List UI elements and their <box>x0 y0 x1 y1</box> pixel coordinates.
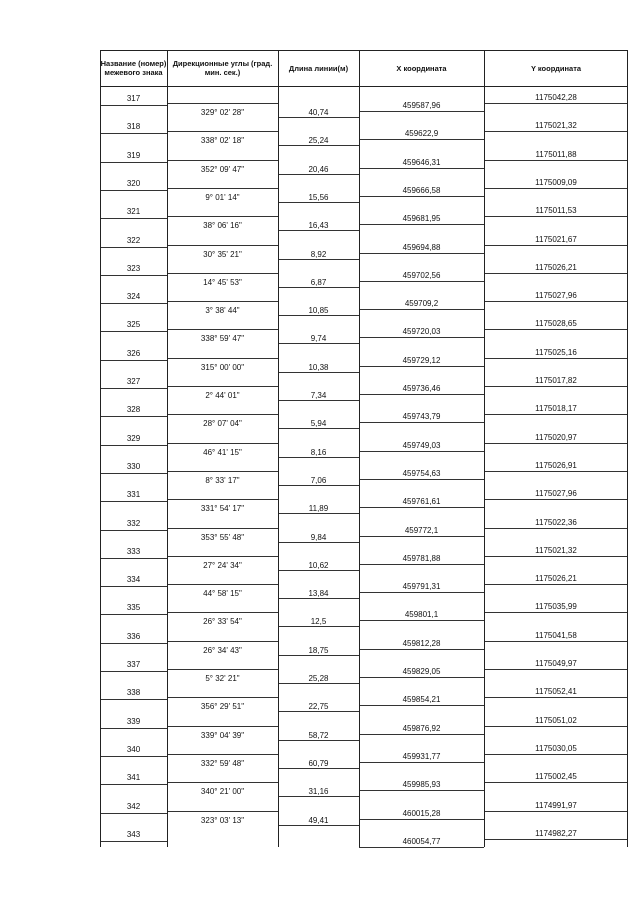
row-divider <box>167 528 278 529</box>
row-divider <box>167 754 278 755</box>
header-direction-angle: Дирекционные углы (град. мин. сек.) <box>172 59 273 77</box>
line-length: 40,74 <box>308 108 329 117</box>
row-divider <box>359 309 484 310</box>
row-divider <box>100 105 167 106</box>
row-divider <box>100 784 167 785</box>
y-coordinate: 1175027,96 <box>535 291 577 301</box>
y-coordinate: 1175002,45 <box>535 772 577 782</box>
row-divider <box>359 790 484 791</box>
row-divider <box>278 315 359 316</box>
direction-angle: 38° 06' 16" <box>203 221 242 231</box>
row-divider <box>484 160 628 161</box>
line-length: 60,79 <box>308 758 329 768</box>
row-divider <box>359 536 484 537</box>
x-coordinate: 459709,2 <box>404 299 439 309</box>
row-divider <box>100 247 167 248</box>
direction-angle: 315° 00' 00" <box>200 362 245 372</box>
row-divider <box>278 145 359 146</box>
row-divider <box>359 847 484 848</box>
column-divider <box>100 50 101 847</box>
point-number: 334 <box>126 575 141 585</box>
y-coordinate: 1175021,32 <box>535 545 577 555</box>
direction-angle: 28° 07' 04" <box>203 419 242 429</box>
x-coordinate: 459587,96 <box>402 101 441 110</box>
header-line-length: Длина линии(м) <box>288 63 349 73</box>
row-divider <box>278 372 359 373</box>
row-divider <box>278 400 359 401</box>
row-divider <box>167 160 278 161</box>
x-coordinate: 459772,1 <box>404 525 439 535</box>
y-coordinate: 1175041,58 <box>535 630 577 640</box>
row-divider <box>359 677 484 678</box>
row-divider <box>484 188 628 189</box>
row-divider <box>278 202 359 203</box>
row-divider <box>359 592 484 593</box>
direction-angle: 30° 35' 21" <box>203 249 242 259</box>
column-divider <box>167 50 168 847</box>
line-length: 13,84 <box>308 589 329 599</box>
row-divider <box>278 230 359 231</box>
x-coordinate: 459791,31 <box>402 582 441 592</box>
x-coordinate: 459622,9 <box>404 129 439 139</box>
point-number: 333 <box>126 546 141 556</box>
x-coordinate: 459666,58 <box>402 185 441 195</box>
direction-angle: 46° 41' 15" <box>203 447 242 457</box>
direction-angle: 331° 54' 17" <box>200 504 245 514</box>
row-divider <box>359 819 484 820</box>
row-divider <box>167 669 278 670</box>
point-number: 332 <box>126 518 141 528</box>
x-coordinate: 459781,88 <box>402 553 441 563</box>
point-number: 330 <box>126 461 141 471</box>
x-coordinate: 460054,77 <box>402 836 441 846</box>
row-divider <box>167 697 278 698</box>
row-divider <box>484 216 628 217</box>
y-coordinate: 1175051,02 <box>535 715 577 725</box>
point-number: 324 <box>126 292 141 302</box>
row-divider <box>167 216 278 217</box>
row-divider <box>359 479 484 480</box>
row-divider <box>278 343 359 344</box>
x-coordinate: 459801,1 <box>404 610 439 620</box>
row-divider <box>100 218 167 219</box>
row-divider <box>278 570 359 571</box>
point-number: 327 <box>126 377 141 386</box>
row-divider <box>278 457 359 458</box>
row-divider <box>167 641 278 642</box>
row-divider <box>484 669 628 670</box>
direction-angle: 2° 44' 01" <box>205 391 240 400</box>
x-coordinate: 459829,05 <box>402 667 441 676</box>
row-divider <box>100 133 167 134</box>
row-divider <box>167 386 278 387</box>
row-divider <box>484 301 628 302</box>
direction-angle: 353° 55' 48" <box>200 532 245 542</box>
point-number: 318 <box>126 122 141 132</box>
row-divider <box>100 416 167 417</box>
direction-angle: 340° 21' 00" <box>200 787 245 797</box>
row-divider <box>167 188 278 189</box>
row-divider <box>484 414 628 415</box>
direction-angle: 14° 45' 53" <box>203 277 242 287</box>
x-coordinate: 460015,28 <box>402 808 441 818</box>
x-coordinate: 459694,88 <box>402 242 441 252</box>
direction-angle: 44° 58' 15" <box>203 589 242 599</box>
row-divider <box>484 811 628 812</box>
x-coordinate: 459754,63 <box>402 468 441 478</box>
x-coordinate: 459876,92 <box>402 723 441 733</box>
y-coordinate: 1175021,67 <box>535 234 577 244</box>
row-divider <box>359 451 484 452</box>
row-divider <box>100 190 167 191</box>
row-divider <box>484 556 628 557</box>
row-divider <box>100 756 167 757</box>
row-divider <box>484 754 628 755</box>
row-divider <box>100 813 167 814</box>
row-divider <box>278 598 359 599</box>
line-length: 22,75 <box>308 702 329 712</box>
point-number: 323 <box>126 263 141 273</box>
point-number: 326 <box>126 348 141 358</box>
row-divider <box>484 245 628 246</box>
line-length: 15,56 <box>308 192 329 202</box>
header-y-coordinate: Y координата <box>530 63 582 73</box>
line-length: 20,46 <box>308 164 329 174</box>
row-divider <box>278 626 359 627</box>
row-divider <box>100 388 167 389</box>
line-length: 12,5 <box>310 617 327 627</box>
x-coordinate: 459854,21 <box>402 695 441 705</box>
y-coordinate: 1175011,53 <box>535 206 577 216</box>
row-divider <box>278 174 359 175</box>
y-coordinate: 1175017,82 <box>535 376 577 385</box>
y-coordinate: 1175011,88 <box>535 149 577 159</box>
row-divider <box>100 360 167 361</box>
header-bottom-border <box>100 86 628 87</box>
row-divider <box>359 196 484 197</box>
y-coordinate: 1175035,99 <box>535 602 577 612</box>
x-coordinate: 459646,31 <box>402 157 441 167</box>
direction-angle: 356° 29' 51" <box>200 702 245 712</box>
row-divider <box>100 162 167 163</box>
line-length: 8,92 <box>310 249 327 259</box>
row-divider <box>278 825 359 826</box>
row-divider <box>359 366 484 367</box>
row-divider <box>167 726 278 727</box>
row-divider <box>484 358 628 359</box>
y-coordinate: 1175009,09 <box>535 177 577 187</box>
x-coordinate: 459702,56 <box>402 270 441 280</box>
header-x-coordinate: X координата <box>396 63 447 73</box>
line-length: 9,84 <box>310 532 327 542</box>
y-coordinate: 1175026,91 <box>535 460 577 470</box>
point-number: 343 <box>126 829 141 839</box>
row-divider <box>167 612 278 613</box>
line-length: 7,06 <box>310 475 327 485</box>
row-divider <box>278 513 359 514</box>
line-length: 25,28 <box>308 674 329 683</box>
row-divider <box>278 768 359 769</box>
y-coordinate: 1175028,65 <box>535 319 577 329</box>
line-length: 7,34 <box>310 391 327 400</box>
row-divider <box>359 507 484 508</box>
row-divider <box>278 796 359 797</box>
header-point-name: Название (номер) межевого знака <box>100 59 167 77</box>
line-length: 18,75 <box>308 645 329 655</box>
row-divider <box>484 131 628 132</box>
row-divider <box>359 705 484 706</box>
point-number: 341 <box>126 773 141 783</box>
row-divider <box>359 394 484 395</box>
x-coordinate: 459736,46 <box>402 384 441 393</box>
direction-angle: 26° 34' 43" <box>203 645 242 655</box>
line-length: 5,94 <box>310 419 327 429</box>
direction-angle: 27° 24' 34" <box>203 560 242 570</box>
row-divider <box>359 337 484 338</box>
row-divider <box>167 131 278 132</box>
row-divider <box>167 584 278 585</box>
row-divider <box>100 558 167 559</box>
row-divider <box>278 485 359 486</box>
y-coordinate: 1175025,16 <box>535 347 577 357</box>
row-divider <box>100 841 167 842</box>
row-divider <box>484 528 628 529</box>
y-coordinate: 1175042,28 <box>535 93 577 102</box>
direction-angle: 332° 59' 48" <box>200 758 245 768</box>
row-divider <box>484 726 628 727</box>
x-coordinate: 459743,79 <box>402 412 441 422</box>
row-divider <box>359 762 484 763</box>
column-divider <box>484 50 485 847</box>
x-coordinate: 459720,03 <box>402 327 441 337</box>
coordinates-table <box>100 50 628 847</box>
x-coordinate: 459749,03 <box>402 440 441 450</box>
line-length: 31,16 <box>308 787 329 797</box>
row-divider <box>359 649 484 650</box>
column-divider <box>278 50 279 847</box>
row-divider <box>167 782 278 783</box>
x-coordinate: 459761,61 <box>402 497 441 507</box>
direction-angle: 26° 33' 54" <box>203 617 242 627</box>
row-divider <box>359 168 484 169</box>
y-coordinate: 1175052,41 <box>535 687 577 697</box>
row-divider <box>167 301 278 302</box>
direction-angle: 338° 59' 47" <box>200 334 245 344</box>
row-divider <box>167 103 278 104</box>
x-coordinate: 459729,12 <box>402 355 441 365</box>
row-divider <box>100 473 167 474</box>
line-length: 10,38 <box>308 362 329 372</box>
row-divider <box>100 445 167 446</box>
x-coordinate: 459812,28 <box>402 638 441 648</box>
direction-angle: 3° 38' 44" <box>205 306 240 316</box>
y-coordinate: 1175027,96 <box>535 489 577 499</box>
row-divider <box>359 111 484 112</box>
row-divider <box>359 139 484 140</box>
row-divider <box>100 331 167 332</box>
row-divider <box>100 614 167 615</box>
row-divider <box>167 273 278 274</box>
point-number: 317 <box>126 94 141 103</box>
point-number: 340 <box>126 744 141 754</box>
row-divider <box>359 224 484 225</box>
row-divider <box>100 699 167 700</box>
direction-angle: 323° 03' 13" <box>200 815 245 825</box>
line-length: 9,74 <box>310 334 327 344</box>
row-divider <box>100 501 167 502</box>
line-length: 6,87 <box>310 277 327 287</box>
x-coordinate: 459681,95 <box>402 214 441 224</box>
point-number: 339 <box>126 716 141 726</box>
direction-angle: 5° 32' 21" <box>205 674 240 683</box>
line-length: 10,85 <box>308 306 329 316</box>
row-divider <box>167 471 278 472</box>
direction-angle: 339° 04' 39" <box>200 730 245 740</box>
row-divider <box>100 728 167 729</box>
row-divider <box>484 612 628 613</box>
row-divider <box>278 711 359 712</box>
row-divider <box>484 103 628 104</box>
row-divider <box>484 499 628 500</box>
row-divider <box>278 259 359 260</box>
row-divider <box>167 414 278 415</box>
row-divider <box>359 422 484 423</box>
row-divider <box>484 329 628 330</box>
direction-angle: 338° 02' 18" <box>200 136 245 146</box>
row-divider <box>484 839 628 840</box>
row-divider <box>100 643 167 644</box>
y-coordinate: 1175026,21 <box>535 262 577 272</box>
row-divider <box>359 281 484 282</box>
point-number: 328 <box>126 405 141 415</box>
y-coordinate: 1175049,97 <box>535 659 577 668</box>
row-divider <box>167 499 278 500</box>
row-divider <box>278 117 359 118</box>
point-number: 331 <box>126 490 141 500</box>
point-number: 325 <box>126 320 141 330</box>
row-divider <box>484 471 628 472</box>
row-divider <box>359 253 484 254</box>
row-divider <box>100 671 167 672</box>
row-divider <box>100 586 167 587</box>
line-length: 8,16 <box>310 447 327 457</box>
line-length: 10,62 <box>308 560 329 570</box>
direction-angle: 329° 02' 28" <box>200 108 245 117</box>
row-divider <box>484 697 628 698</box>
line-length: 11,89 <box>308 504 329 514</box>
row-divider <box>278 428 359 429</box>
point-number: 329 <box>126 433 141 443</box>
row-divider <box>167 443 278 444</box>
row-divider <box>359 620 484 621</box>
point-number: 320 <box>126 178 141 188</box>
y-coordinate: 1175018,17 <box>535 404 577 414</box>
line-length: 58,72 <box>308 730 329 740</box>
column-divider <box>359 50 360 847</box>
y-coordinate: 1175020,97 <box>535 432 577 442</box>
direction-angle: 8° 33' 17" <box>205 475 240 485</box>
column-divider <box>627 50 628 847</box>
row-divider <box>278 740 359 741</box>
x-coordinate: 459985,93 <box>402 780 441 790</box>
row-divider <box>484 273 628 274</box>
line-length: 16,43 <box>308 221 329 231</box>
point-number: 319 <box>126 150 141 160</box>
row-divider <box>167 245 278 246</box>
row-divider <box>278 655 359 656</box>
y-coordinate: 1175026,21 <box>535 574 577 584</box>
point-number: 321 <box>126 207 141 217</box>
row-divider <box>167 811 278 812</box>
point-number: 336 <box>126 631 141 641</box>
row-divider <box>484 386 628 387</box>
line-length: 49,41 <box>308 815 329 825</box>
row-divider <box>359 564 484 565</box>
point-number: 322 <box>126 235 141 245</box>
y-coordinate: 1174991,97 <box>535 800 577 810</box>
row-divider <box>484 782 628 783</box>
row-divider <box>359 734 484 735</box>
row-divider <box>100 275 167 276</box>
y-coordinate: 1175030,05 <box>535 743 577 753</box>
y-coordinate: 1174982,27 <box>535 828 577 838</box>
y-coordinate: 1175022,36 <box>535 517 577 527</box>
row-divider <box>278 287 359 288</box>
y-coordinate: 1175021,32 <box>535 121 577 131</box>
point-number: 335 <box>126 603 141 613</box>
row-divider <box>100 530 167 531</box>
row-divider <box>484 584 628 585</box>
row-divider <box>167 329 278 330</box>
row-divider <box>100 303 167 304</box>
row-divider <box>484 443 628 444</box>
line-length: 25,24 <box>308 136 329 146</box>
point-number: 342 <box>126 801 141 811</box>
direction-angle: 9° 01' 14" <box>205 192 240 202</box>
row-divider <box>278 683 359 684</box>
row-divider <box>484 641 628 642</box>
point-number: 337 <box>126 660 141 669</box>
row-divider <box>278 542 359 543</box>
direction-angle: 352° 09' 47" <box>200 164 245 174</box>
row-divider <box>167 556 278 557</box>
x-coordinate: 459931,77 <box>402 751 441 761</box>
row-divider <box>167 358 278 359</box>
point-number: 338 <box>126 688 141 698</box>
